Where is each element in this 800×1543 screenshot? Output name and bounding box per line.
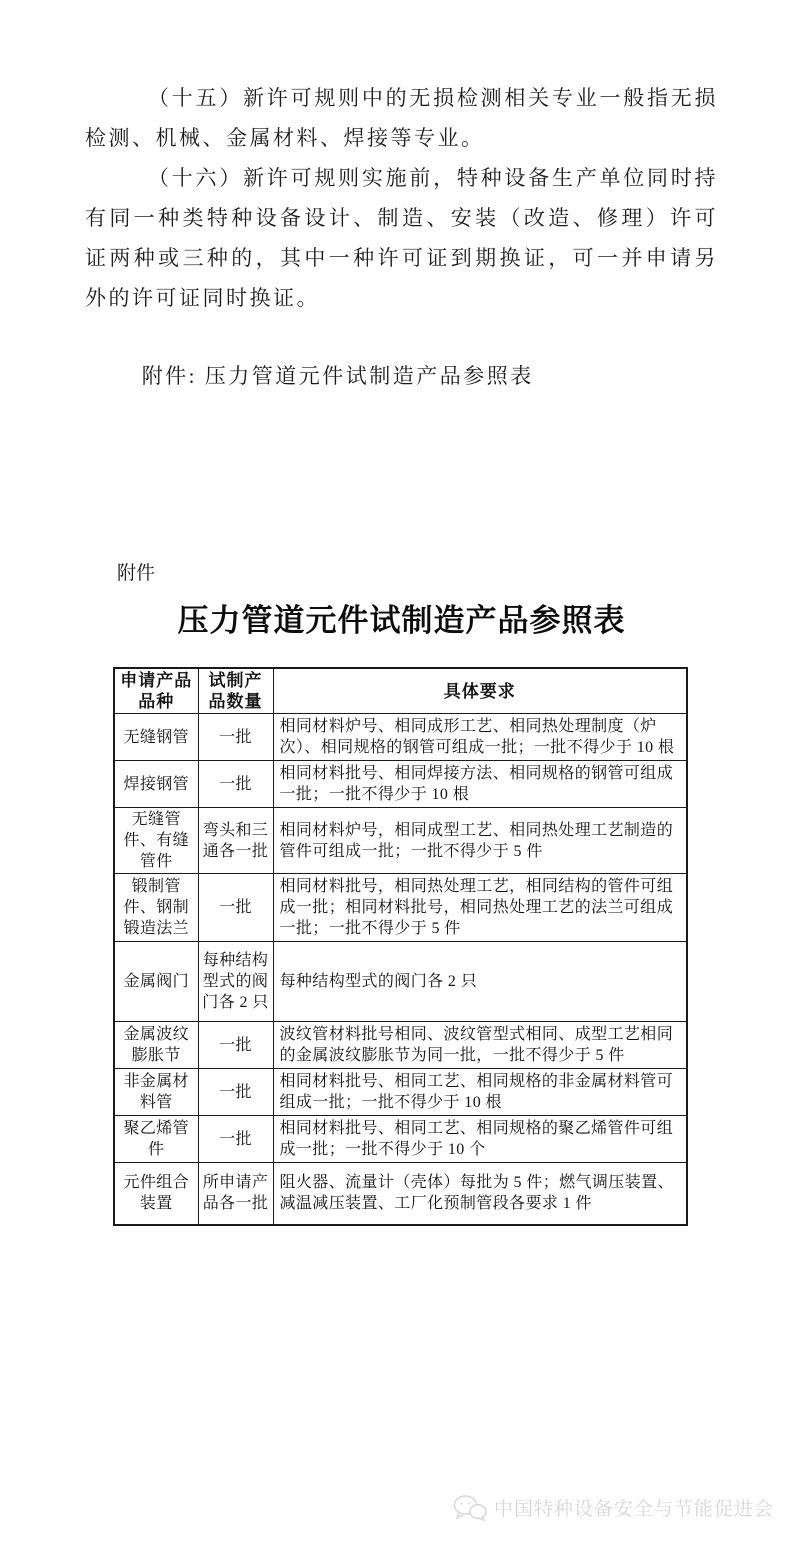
cell-product-type: 锻制管件、钢制锻造法兰 [114,874,198,942]
footer-watermark [453,1494,774,1521]
header-specific-requirements: 具体要求 [273,668,687,714]
cell-specific-requirement: 相同材料批号、相同工艺、相同规格的非金属材料管可组成一批；一批不得少于 10 根 [273,1069,687,1116]
reference-table [113,667,688,1226]
cell-trial-quantity: 一批 [198,874,273,942]
cell-specific-requirement: 相同材料批号、相同焊接方法、相同规格的钢管可组成一批；一批不得少于 10 根 [273,761,687,808]
table-row [114,714,687,761]
cell-trial-quantity: 一批 [198,1116,273,1163]
cell-trial-quantity: 一批 [198,1022,273,1069]
cell-product-type: 金属阀门 [114,942,198,1022]
wechat-logo-icon [453,1494,487,1521]
paragraph-item-15: （十五）新许可规则中的无损检测相关专业一般指无损检测、机械、金属材料、焊接等专业。 [85,86,718,150]
attachment-label: 附件 [117,563,156,584]
cell-product-type: 焊接钢管 [114,761,198,808]
attachment-section [85,558,718,640]
cell-specific-requirement: 相同材料炉号，相同成型工艺、相同热处理工艺制造的管件可组成一批；一批不得少于 5 件 [273,808,687,874]
cell-product-type: 元件组合装置 [114,1163,198,1225]
cell-trial-quantity: 一批 [198,714,273,761]
cell-trial-quantity: 每种结构型式的阀门各 2 只 [198,942,273,1022]
paragraph-item-16: （十六）新许可规则实施前，特种设备生产单位同时持有同一种类特种设备设计、制造、安装（改造、修理）许可证两种或三种的，其中一种许可证到期换证，可一并申请另外的许可证同时换证。 [85,166,718,310]
cell-trial-quantity: 一批 [198,1069,273,1116]
table-row [114,942,687,1022]
cell-specific-requirement: 阻火器、流量计（壳体）每批为 5 件；燃气调压装置、减温减压装置、工厂化预制管段各要求 1 件 [273,1163,687,1225]
header-product-type: 申请产品品种 [114,668,198,714]
table-row [114,808,687,874]
cell-specific-requirement: 相同材料炉号、相同成形工艺、相同热处理制度（炉次）、相同规格的钢管可组成一批；一批不得少于 10 根 [273,714,687,761]
table-row [114,1116,687,1163]
cell-trial-quantity: 所申请产品各一批 [198,1163,273,1225]
cell-specific-requirement: 相同材料批号，相同热处理工艺，相同结构的管件可组成一批；相同材料批号，相同热处理工艺的法兰可组成一批；一批不得少于 5 件 [273,874,687,942]
table-body [114,714,687,1225]
cell-specific-requirement: 相同材料批号、相同工艺、相同规格的聚乙烯管件可组成一批；一批不得少于 10 个 [273,1116,687,1163]
cell-trial-quantity: 弯头和三通各一批 [198,808,273,874]
table-header-row [114,668,687,714]
table-row [114,1022,687,1069]
cell-product-type: 非金属材料管 [114,1069,198,1116]
cell-product-type: 无缝钢管 [114,714,198,761]
watermark-text: 中国特种设备安全与节能促进会 [493,1499,774,1520]
attachment-reference: 附件: 压力管道元件试制造产品参照表 [141,364,534,388]
table-title: 压力管道元件试制造产品参照表 [177,603,626,638]
table-row [114,1163,687,1225]
table-row [114,1069,687,1116]
header-trial-quantity: 试制产品数量 [198,668,273,714]
cell-specific-requirement: 每种结构型式的阀门各 2 只 [273,942,687,1022]
cell-product-type: 金属波纹膨胀节 [114,1022,198,1069]
body-text-block [85,78,718,396]
cell-specific-requirement: 波纹管材料批号相同、波纹管型式相同、成型工艺相同的金属波纹膨胀节为同一批，一批不得少于 5 件 [273,1022,687,1069]
cell-product-type: 无缝管件、有缝管件 [114,808,198,874]
table-row [114,874,687,942]
cell-trial-quantity: 一批 [198,761,273,808]
cell-product-type: 聚乙烯管件 [114,1116,198,1163]
table-row [114,761,687,808]
